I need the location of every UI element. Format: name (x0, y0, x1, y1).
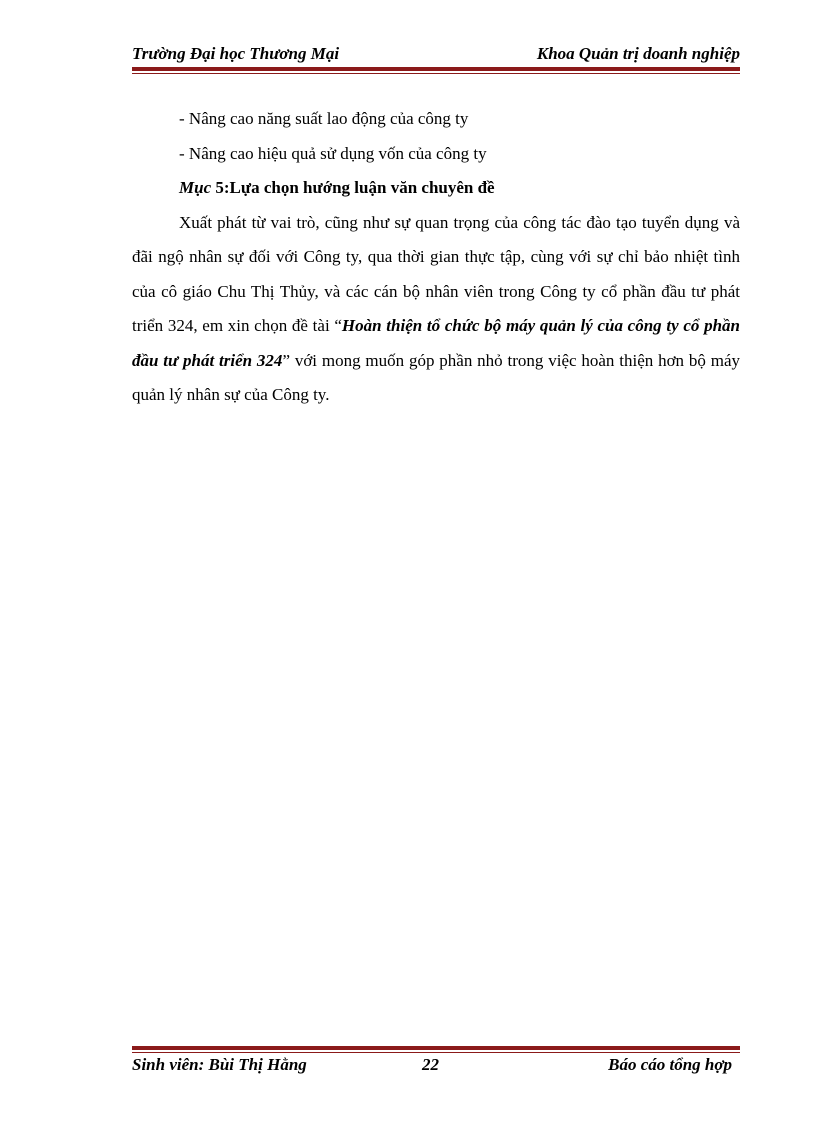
header-rule (132, 67, 740, 74)
body-paragraph (132, 206, 740, 413)
report-type: Báo cáo tổng hợp (608, 1055, 732, 1074)
section-heading-text: 5:Lựa chọn hướng luận văn chuyên đề (211, 178, 495, 197)
thesis-title: Hoàn thiện tổ chức bộ máy quản lý của công ty cổ phần đầu tư phát triển 324 (132, 316, 741, 370)
bullet-item: - Nâng cao hiệu quả sử dụng vốn của công ty (179, 143, 487, 163)
section-heading-prefix: Mục (179, 178, 212, 197)
paragraph-text-after: ” với mong muốn góp phần nhỏ trong việc hoàn thiện hơn bộ máy quản lý nhân sự của Công ty. (132, 350, 740, 404)
footer-rule (132, 1046, 740, 1053)
page-footer (132, 1055, 740, 1079)
bullet-item: - Nâng cao năng suất lao động của công ty (179, 109, 469, 128)
page-body (132, 102, 740, 413)
faculty-name: Khoa Quản trị doanh nghiệp (536, 44, 740, 63)
student-name: Sinh viên: Bùi Thị Hằng (132, 1055, 307, 1074)
page-header (132, 44, 740, 66)
page-number: 22 (422, 1055, 439, 1074)
university-name: Trường Đại học Thương Mại (132, 44, 340, 63)
paragraph-text-before: Xuất phát từ vai trò, cũng như sự quan trọng của công tác đào tạo tuyển dụng và đãi ngộ nhân sự đối với Công ty, qua thời gian thực tập, cùng với sự chỉ bảo nhiệt tình của cô giáo Chu Thị Thủy, và các cán bộ nhân viên trong Công ty cổ phần đầu tư phát triển 324, em xin chọn đề tài “ (132, 212, 740, 335)
section-heading (132, 171, 740, 206)
